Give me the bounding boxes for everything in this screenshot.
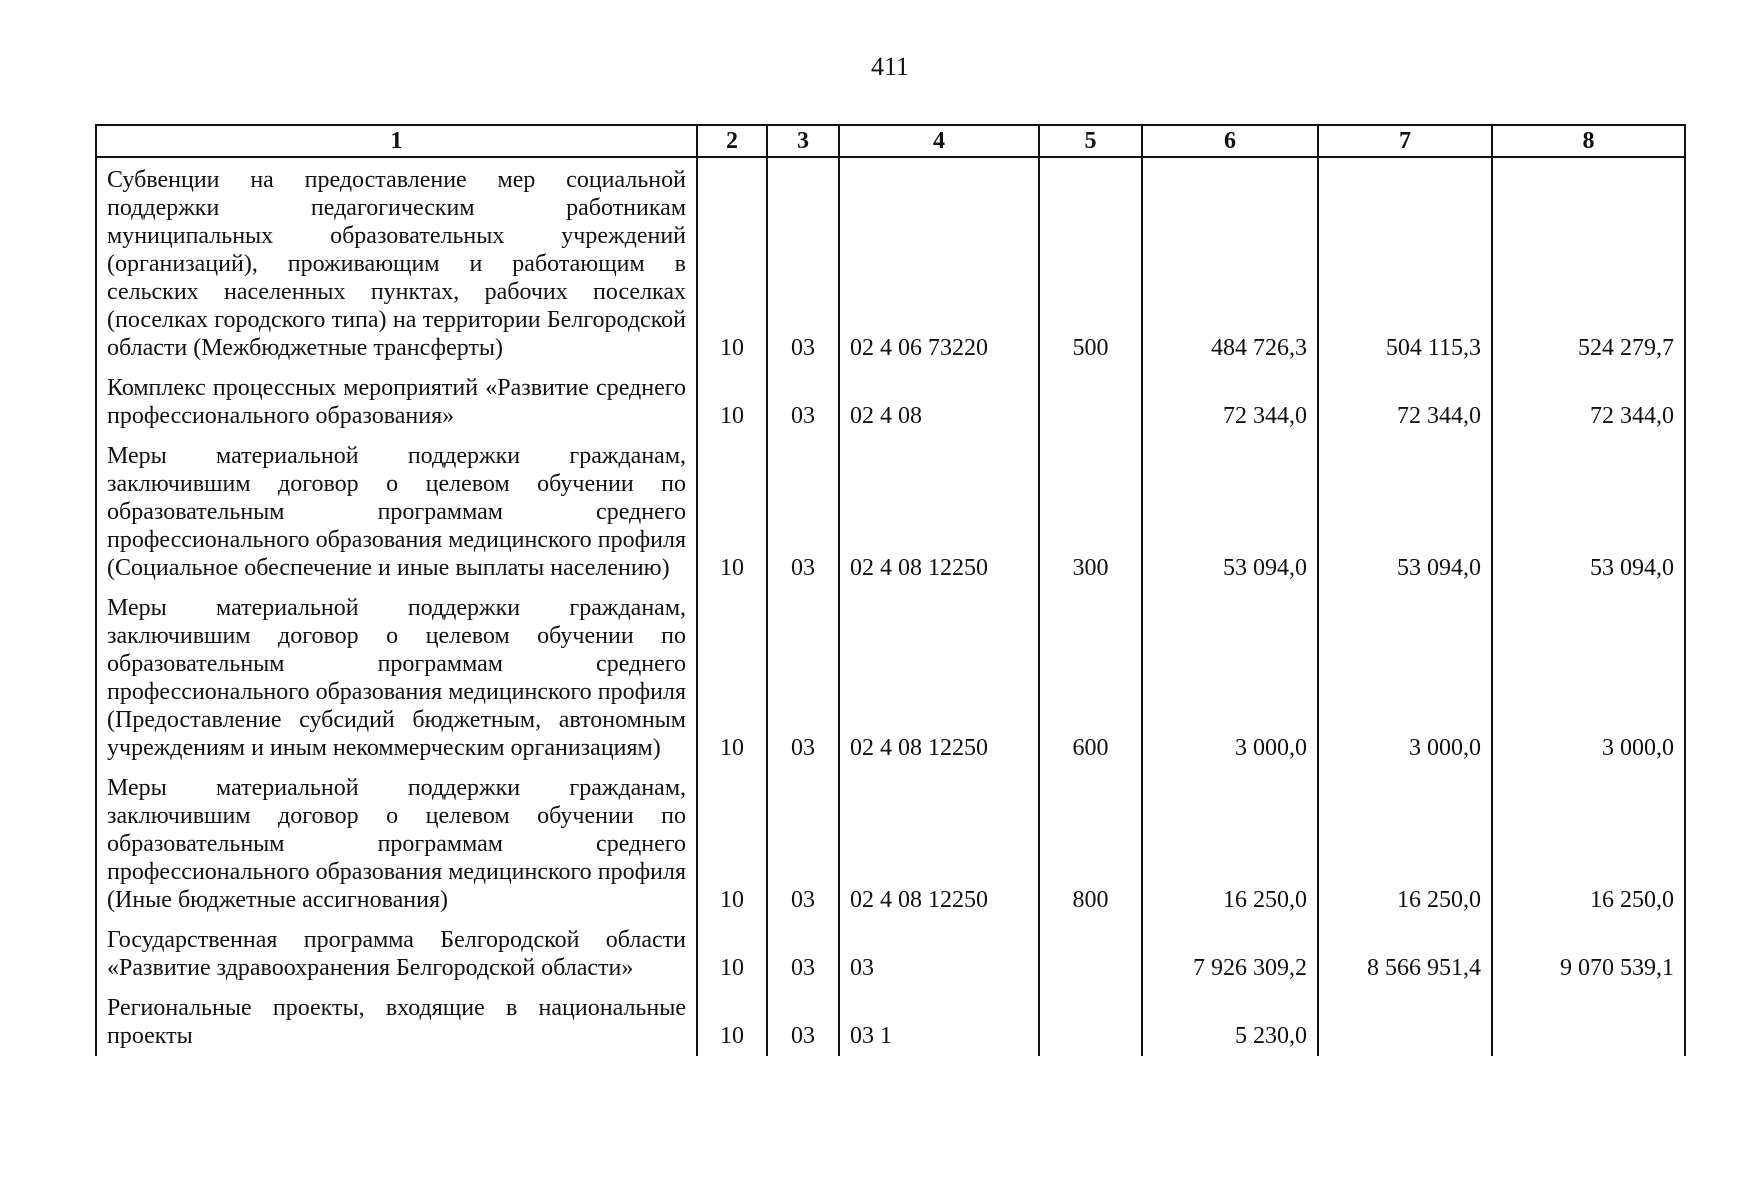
row-section: 10 <box>697 436 767 588</box>
row-name: Государственная программа Белгородской области «Развитие здравоохранения Белгородской области» <box>96 920 697 988</box>
page-number: 411 <box>870 52 910 81</box>
row-sum-col6: 5 230,0 <box>1142 988 1318 1056</box>
row-sum-col7: 504 115,3 <box>1318 157 1492 368</box>
row-expense-type: 300 <box>1039 436 1142 588</box>
row-target-article: 03 <box>839 920 1039 988</box>
row-section: 10 <box>697 588 767 768</box>
row-subsection: 03 <box>767 368 839 436</box>
table-header <box>96 125 1685 157</box>
row-sum-col6: 16 250,0 <box>1142 768 1318 920</box>
table-row <box>96 988 1685 1056</box>
row-sum-col6: 484 726,3 <box>1142 157 1318 368</box>
row-name: Меры материальной поддержки гражданам, заключившим договор о целевом обучении по образовательным программам среднего профессионального образования медицинского профиля (Иные бюджетные ассигнования) <box>96 768 697 920</box>
row-sum-col7: 8 566 951,4 <box>1318 920 1492 988</box>
row-target-article: 03 1 <box>839 988 1039 1056</box>
row-subsection: 03 <box>767 920 839 988</box>
row-sum-col7 <box>1318 988 1492 1056</box>
table-row <box>96 368 1685 436</box>
row-section: 10 <box>697 368 767 436</box>
row-name: Субвенции на предоставление мер социальной поддержки педагогическим работникам муниципальных образовательных учреждений (организаций), проживающим и работающим в сельских населенных пунктах, рабочих поселках (поселках городского типа) на территории Белгородской области (Межбюджетные трансферты) <box>96 157 697 368</box>
header-col-1: 1 <box>96 125 697 157</box>
row-sum-col8: 16 250,0 <box>1492 768 1685 920</box>
budget-table <box>95 124 1686 1056</box>
table-row <box>96 768 1685 920</box>
row-sum-col8: 53 094,0 <box>1492 436 1685 588</box>
header-col-3: 3 <box>767 125 839 157</box>
header-row <box>96 125 1685 157</box>
row-sum-col8: 3 000,0 <box>1492 588 1685 768</box>
row-target-article: 02 4 08 <box>839 368 1039 436</box>
row-subsection: 03 <box>767 988 839 1056</box>
header-col-6: 6 <box>1142 125 1318 157</box>
row-sum-col8: 9 070 539,1 <box>1492 920 1685 988</box>
header-col-2: 2 <box>697 125 767 157</box>
row-sum-col7: 3 000,0 <box>1318 588 1492 768</box>
row-expense-type <box>1039 368 1142 436</box>
row-expense-type <box>1039 920 1142 988</box>
row-sum-col7: 16 250,0 <box>1318 768 1492 920</box>
row-sum-col6: 53 094,0 <box>1142 436 1318 588</box>
row-sum-col7: 72 344,0 <box>1318 368 1492 436</box>
row-name: Меры материальной поддержки гражданам, заключившим договор о целевом обучении по образовательным программам среднего профессионального образования медицинского профиля (Социальное обеспечение и иные выплаты населению) <box>96 436 697 588</box>
row-name: Меры материальной поддержки гражданам, заключившим договор о целевом обучении по образовательным программам среднего профессионального образования медицинского профиля (Предоставление субсидий бюджетным, автономным учреждениям и иным некоммерческим организациям) <box>96 588 697 768</box>
table-row <box>96 157 1685 368</box>
row-expense-type: 500 <box>1039 157 1142 368</box>
row-sum-col6: 7 926 309,2 <box>1142 920 1318 988</box>
table-row <box>96 920 1685 988</box>
row-expense-type: 600 <box>1039 588 1142 768</box>
row-subsection: 03 <box>767 768 839 920</box>
row-sum-col8 <box>1492 988 1685 1056</box>
row-sum-col8: 72 344,0 <box>1492 368 1685 436</box>
row-section: 10 <box>697 768 767 920</box>
row-name: Комплекс процессных мероприятий «Развитие среднего профессионального образования» <box>96 368 697 436</box>
table-row <box>96 436 1685 588</box>
row-subsection: 03 <box>767 436 839 588</box>
row-target-article: 02 4 08 12250 <box>839 768 1039 920</box>
row-target-article: 02 4 08 12250 <box>839 436 1039 588</box>
header-col-4: 4 <box>839 125 1039 157</box>
row-sum-col6: 72 344,0 <box>1142 368 1318 436</box>
row-sum-col7: 53 094,0 <box>1318 436 1492 588</box>
header-col-8: 8 <box>1492 125 1685 157</box>
row-sum-col6: 3 000,0 <box>1142 588 1318 768</box>
row-section: 10 <box>697 157 767 368</box>
row-section: 10 <box>697 920 767 988</box>
table-body <box>96 157 1685 1056</box>
row-name: Региональные проекты, входящие в национальные проекты <box>96 988 697 1056</box>
header-col-7: 7 <box>1318 125 1492 157</box>
row-subsection: 03 <box>767 157 839 368</box>
table-row <box>96 588 1685 768</box>
row-target-article: 02 4 08 12250 <box>839 588 1039 768</box>
header-col-5: 5 <box>1039 125 1142 157</box>
row-section: 10 <box>697 988 767 1056</box>
row-sum-col8: 524 279,7 <box>1492 157 1685 368</box>
row-target-article: 02 4 06 73220 <box>839 157 1039 368</box>
row-expense-type: 800 <box>1039 768 1142 920</box>
row-expense-type <box>1039 988 1142 1056</box>
row-subsection: 03 <box>767 588 839 768</box>
